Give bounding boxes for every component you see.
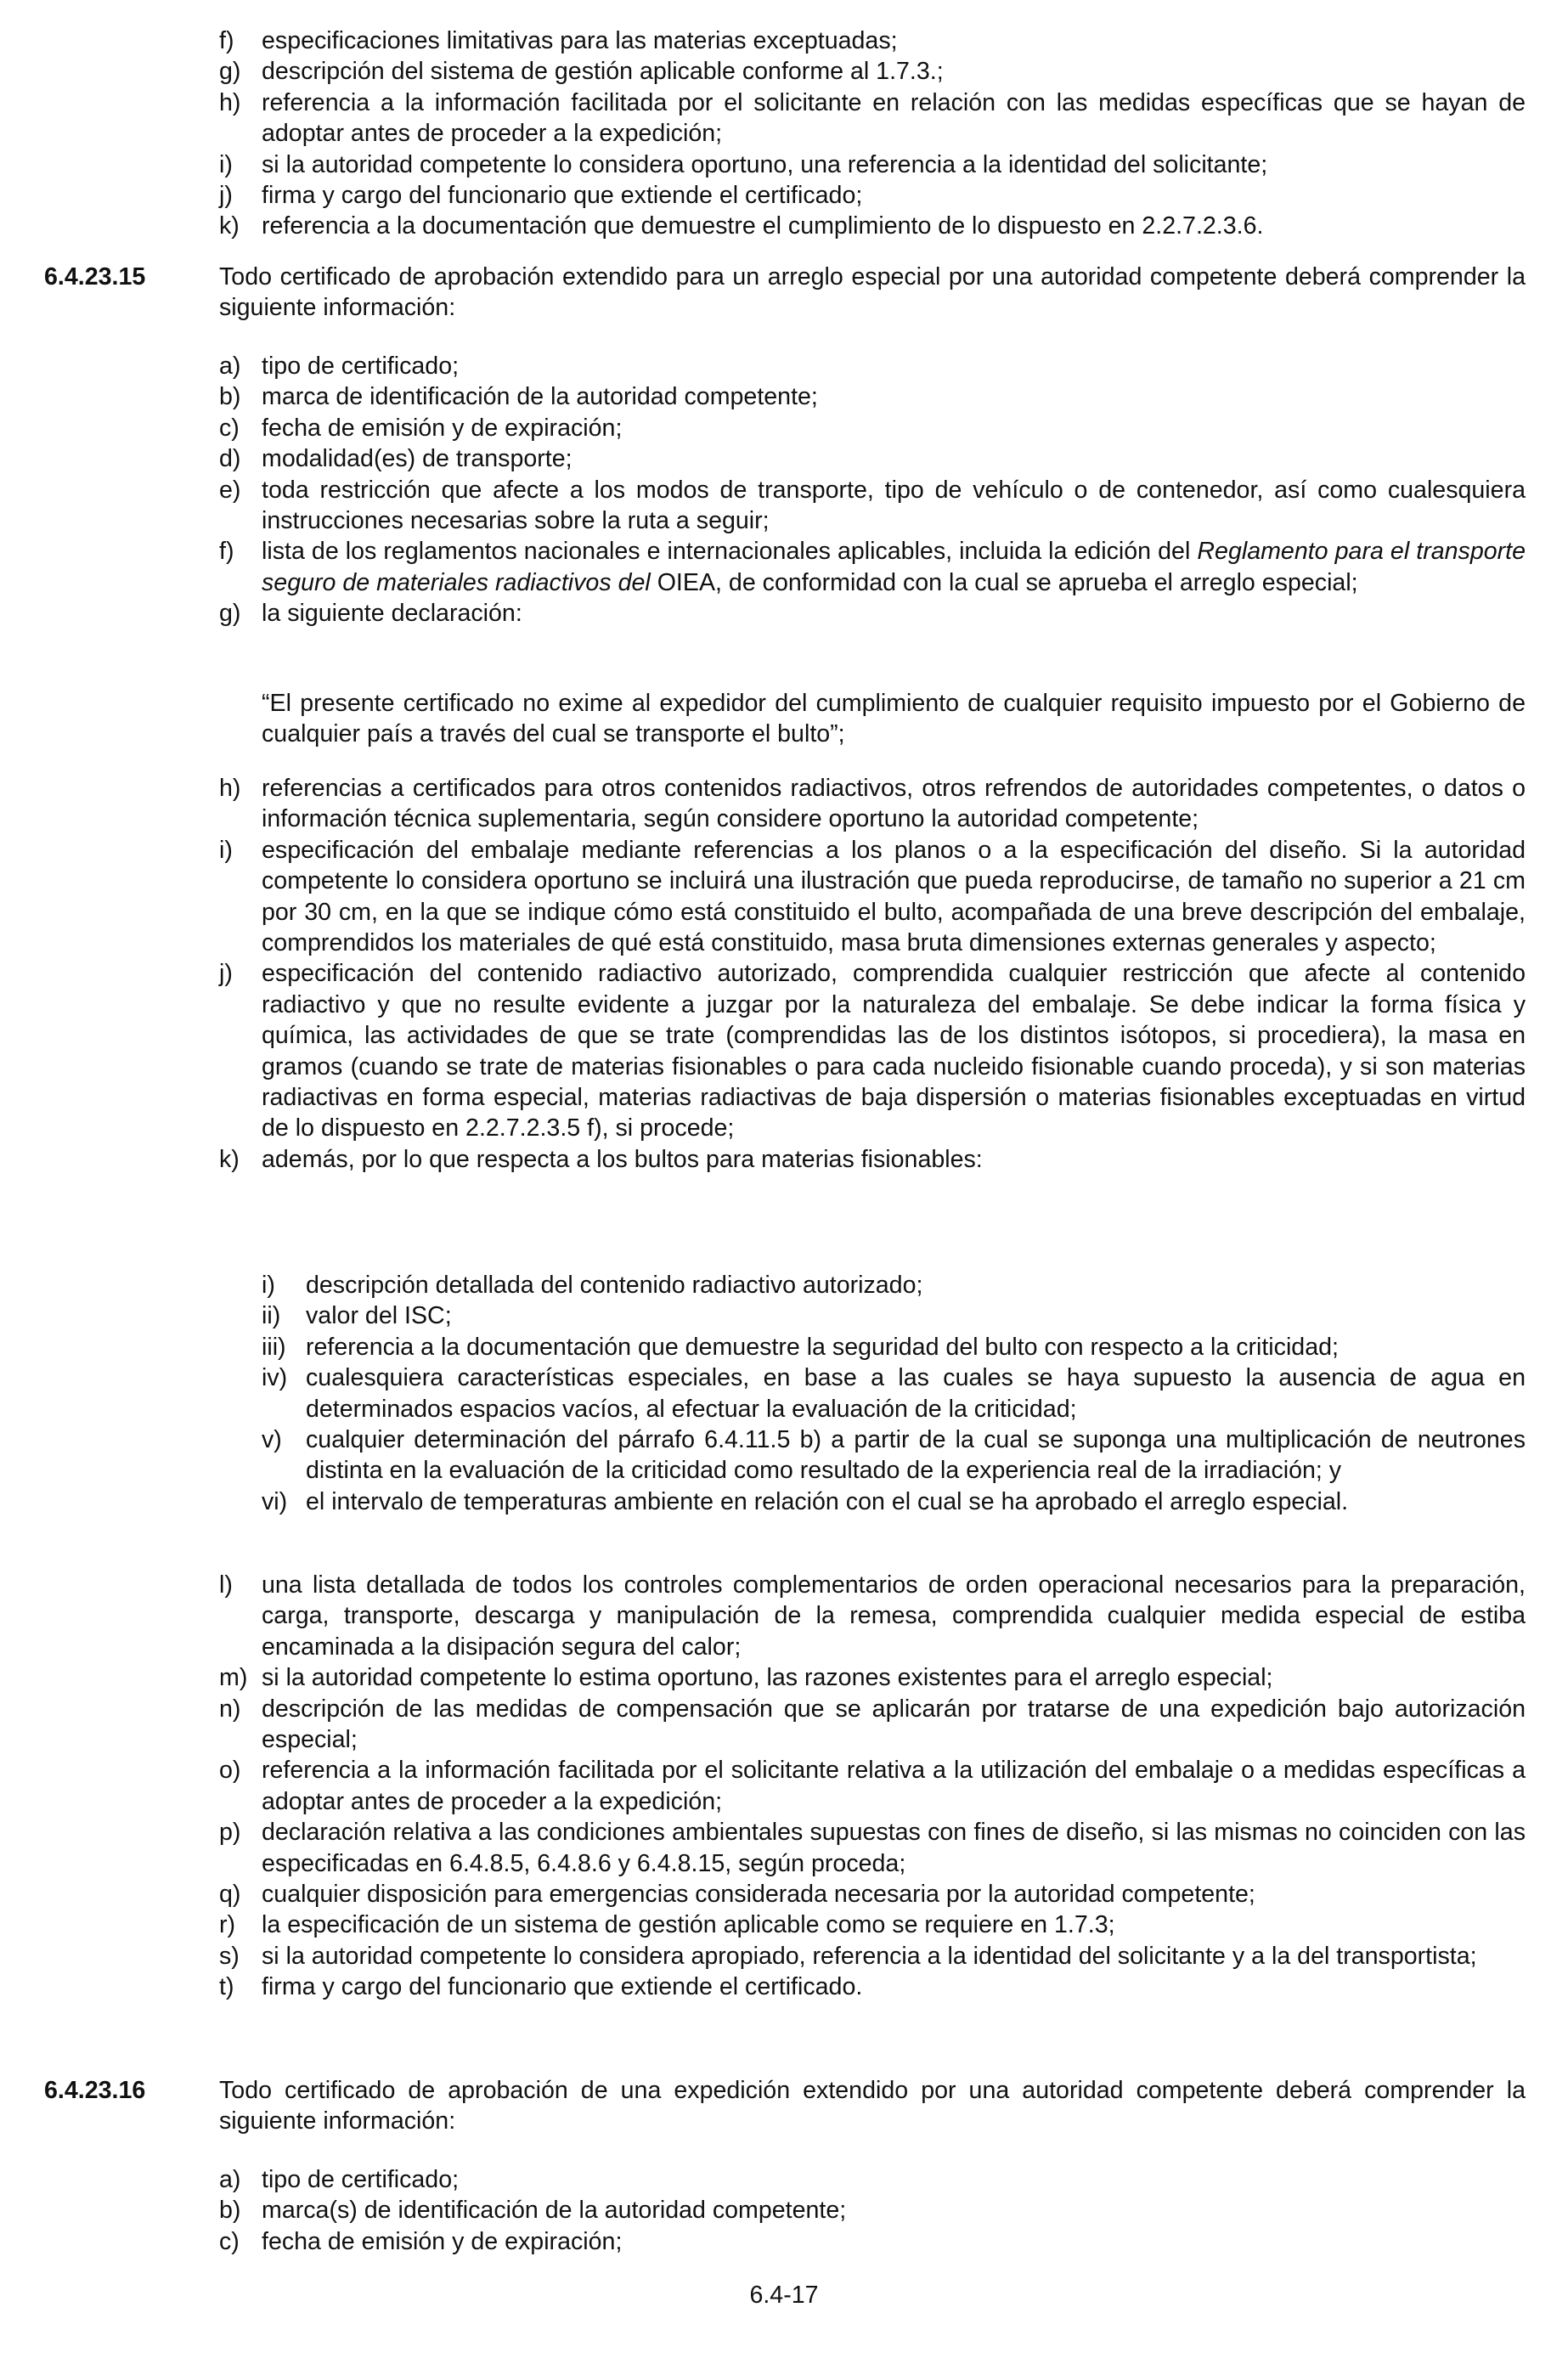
section-16-list (219, 2164, 1526, 2257)
list-item: i) si la autoridad competente lo considera oportuno, una referencia a la identidad del solicitante; (219, 150, 1268, 178)
page-number: 6.4-17 (749, 2282, 819, 2309)
sub-list-item: v) cualquier determinación del párrafo 6.4.11.5 b) a partir de la cual se suponga una multiplicación de neutrones distinta en la evaluación de la criticidad como resultado de la experiencia real de la irradiación; y (262, 1426, 1526, 1485)
list-item: q) cualquier disposición para emergencias considerada necesaria por la autoridad competente; (219, 1881, 1255, 1909)
list-item: b) marca de identificación de la autoridad competente; (219, 383, 818, 411)
list-item: h) referencia a la información facilitada por el solicitante en relación con las medidas específicas que se hayan de adoptar antes de proceder a la expedición; (219, 88, 1526, 148)
list-item: d) modalidad(es) de transporte; (219, 445, 572, 473)
list-item: k) además, por lo que respecta a los bultos para materias fisionables: (219, 1145, 983, 1173)
section-15-list-l-t (219, 1570, 1526, 2003)
list-item: r) la especificación de un sistema de gestión aplicable como se requiere en 1.7.3; (219, 1911, 1115, 1939)
list-item: c) fecha de emisión y de expiración; (219, 2227, 623, 2255)
list-item: p) declaración relativa a las condiciones ambientales supuestas con fines de diseño, si las mismas no coinciden con las especificadas en 6.4.8.5, 6.4.8.6 y 6.4.8.15, según proceda; (219, 1819, 1526, 1877)
sub-list-item: iv) cualesquiera características especiales, en base a las cuales se haya supuesto la ausencia de agua en determinados espacios vacíos, al efectuar la evaluación de la criticidad; (262, 1364, 1526, 1423)
section-number: 6.4.23.16 (44, 2077, 146, 2104)
list-item: a) tipo de certificado; (219, 2166, 460, 2193)
sub-list-item: ii) valor del ISC; (262, 1302, 452, 1330)
list-item: o) referencia a la información facilitada por el solicitante relativa a la utilización del embalaje o a medidas específicas a adoptar antes de proceder a la expedición; (219, 1757, 1526, 1815)
list-item: t) firma y cargo del funcionario que extiende el certificado. (219, 1973, 863, 2001)
list-item: l) una lista detallada de todos los controles complementarios de orden operacional necesarios para la preparación, carga, transporte, descarga y manipulación de la remesa, comprendida cualquier medida especial de estiba encaminada a la disipación segura del calor; (219, 1571, 1526, 1661)
list-item: s) si la autoridad competente lo considera apropiado, referencia a la identidad del solicitante y a la del transportista; (219, 1942, 1477, 1970)
top-list (219, 25, 1526, 242)
list-item: k) referencia a la documentación que demuestre el cumplimiento de lo dispuesto en 2.2.7.2.3.6. (219, 212, 1264, 240)
list-item: j) firma y cargo del funcionario que extiende el certificado; (219, 182, 863, 210)
section-intro: Todo certificado de aprobación extendido para un arreglo especial por una autoridad competente deberá comprender la siguiente información: (219, 263, 1526, 322)
section-intro: Todo certificado de aprobación de una expedición extendido por una autoridad competente deberá comprender la siguiente información: (219, 2077, 1526, 2135)
section-number: 6.4.23.15 (44, 263, 146, 291)
list-item: b) marca(s) de identificación de la autoridad competente; (219, 2197, 847, 2225)
list-item: n) descripción de las medidas de compensación que se aplicarán por tratarse de una expedición bajo autorización especial; (219, 1695, 1526, 1754)
declaration-quote: “El presente certificado no exime al expedidor del cumplimiento de cualquier requisito impuesto por el Gobierno de cualquier país a través del cual se transporte el bulto”; (262, 690, 1526, 748)
section-15-list-a-g (219, 351, 1526, 629)
list-item: f) especificaciones limitativas para las materias exceptuadas; (219, 27, 898, 54)
list-item: g) la siguiente declaración: (219, 600, 522, 628)
sub-list-item: vi) el intervalo de temperaturas ambiente en relación con el cual se ha aprobado el arreglo especial. (262, 1487, 1349, 1515)
list-item: c) fecha de emisión y de expiración; (219, 414, 623, 442)
sub-list-item: iii) referencia a la documentación que demuestre la seguridad del bulto con respecto a la criticidad; (262, 1333, 1339, 1361)
list-item: m) si la autoridad competente lo estima oportuno, las razones existentes para el arreglo especial; (219, 1664, 1273, 1692)
list-item: g) descripción del sistema de gestión aplicable conforme al 1.7.3.; (219, 58, 944, 86)
sub-list-item: i) descripción detallada del contenido radiactivo autorizado; (262, 1272, 923, 1299)
list-item: f) lista de los reglamentos nacionales e internacionales aplicables, incluida la edición del Reglamento para el transporte seguro de materiales radiactivos del OIEA, de conformidad con la cual se aprueba el arreglo especial; (219, 538, 1526, 596)
section-15-list-h-k (219, 773, 1526, 1175)
list-item: i) especificación del embalaje mediante referencias a los planos o a la especificación del diseño. Si la autoridad competente lo considera oportuno se incluirá una ilustración que pueda reproducirse, de tamaño no superior a 21 cm por 30 cm, en la que se indique cómo está constituido el bulto, acompañada de una breve descripción del embalaje, comprendidos los materiales de qué está constituido, masa bruta dimensiones externas generales y aspecto; (219, 836, 1526, 957)
list-item: e) toda restricción que afecte a los modos de transporte, tipo de vehículo o de contenedor, así como cualesquiera instrucciones necesarias sobre la ruta a seguir; (219, 476, 1526, 535)
section-15-sublist (262, 1270, 1526, 1517)
list-item: h) referencias a certificados para otros contenidos radiactivos, otros refrendos de autoridades competentes, o datos o información técnica suplementaria, según considere oportuno la autoridad competente; (219, 775, 1526, 833)
list-item: a) tipo de certificado; (219, 353, 460, 380)
list-item: j) especificación del contenido radiactivo autorizado, comprendida cualquier restricción que afecte al contenido radiactivo y que no resulte evidente a juzgar por la naturaleza del embalaje. Se debe indicar la forma física y química, las actividades de que se trate (comprendidas las de los distintos isótopos, si procediera), la masa en gramos (cuando se trate de materias fisionables o para cada nucleido fisionable cuando proceda), y si son materias radiactivas en forma especial, materias radiactivas de baja dispersión o materias fisionables exceptuadas en virtud de lo dispuesto en 2.2.7.2.3.5 f), si procede; (219, 960, 1526, 1142)
